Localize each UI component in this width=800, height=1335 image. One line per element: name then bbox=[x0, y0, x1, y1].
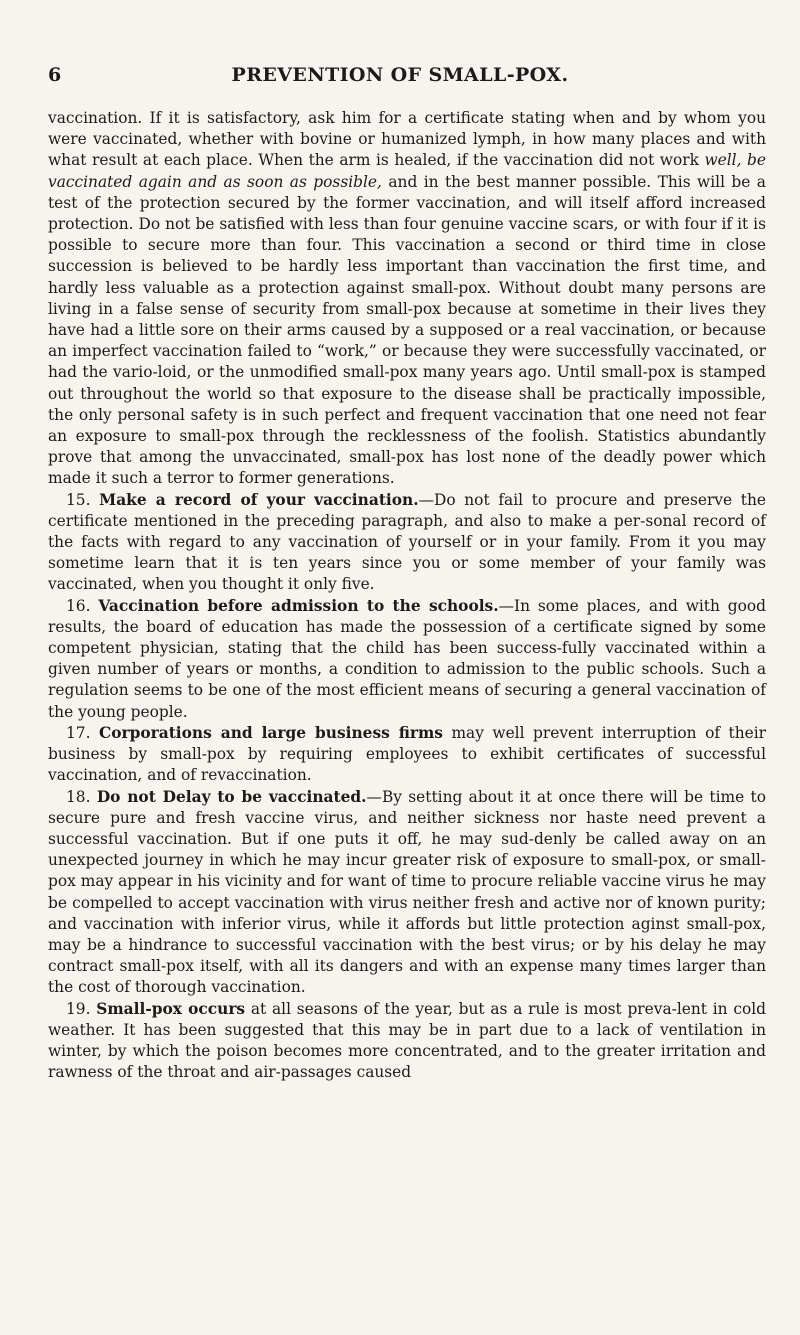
section-number: 16. bbox=[66, 596, 91, 615]
running-head: PREVENTION OF SMALL-POX. bbox=[231, 64, 569, 86]
section-15 bbox=[48, 490, 766, 596]
section-heading: Small-pox occurs bbox=[96, 999, 246, 1018]
section-heading: Do not Delay to be vaccinated. bbox=[96, 787, 367, 806]
section-number: 15. bbox=[66, 490, 91, 509]
intro-text-start: vaccination. If it is satisfactory, ask him for a certificate stating when and by whom you were vaccinated, whether with bovine or humanized lymph, in how many places and with what result at each place. When the arm is healed, if the vaccination did not work bbox=[48, 109, 766, 170]
section-text: may well prevent interruption of their business by small-pox by requiring employees to exhibit certificates of successful vaccination, and of revaccination. bbox=[48, 723, 766, 785]
section-text: —Do not fail to procure and preserve the certificate mentioned in the preceding paragraph, and also to make a per-sonal record of the facts with regard to any vaccination of yourself or in your family. From it you may sometime learn that it is ten years since you or some member of your family was vaccinated, when you thought it only five. bbox=[48, 490, 766, 594]
section-heading: Vaccination before admission to the schools. bbox=[98, 596, 499, 615]
section-17 bbox=[48, 723, 766, 787]
section-16 bbox=[48, 596, 766, 723]
section-heading: Corporations and large business firms bbox=[98, 723, 443, 742]
body-text bbox=[48, 108, 766, 1083]
section-text: —In some places, and with good results, the board of education has made the possession of a certificate signed by some competent physician, stating that the child has been success-fully vaccinated within a given number of years or months, a condition to admission to the public schools. Such a regulation seems to be one of the most efficient means of securing a general vaccination of the young people. bbox=[48, 596, 766, 721]
section-heading: Make a record of your vaccination. bbox=[99, 490, 419, 509]
section-text: at all seasons of the year, but as a rule is most preva-lent in cold weather. It has been suggested that this may be in part due to a lack of ventilation in winter, by which the poison becomes more concentrated, and to the greater irritation and rawness of the throat and air-passages caused bbox=[48, 999, 766, 1082]
section-number: 17. bbox=[66, 723, 91, 742]
page-number: 6 bbox=[48, 64, 62, 86]
section-text: —By setting about it at once there will be time to secure pure and fresh vaccine virus, and neither sickness nor haste need prevent a successful vaccination. But if one puts it off, he may sud-denly be called away on an unexpected journey in which he may incur greater risk of exposure to small-pox, or small-pox may appear in his vicinity and for want of time to procure reliable vaccine virus he may be compelled to accept vaccination with virus neither fresh and active nor of known purity; and vaccination with inferior virus, while it affords but little protection aginst small-pox, may be a hindrance to successful vaccination with the best virus; or by his delay he may contract small-pox itself, with all its dangers and with an expense many times larger than the cost of thorough vaccination. bbox=[48, 787, 766, 997]
section-number: 19. bbox=[66, 999, 91, 1018]
intro-paragraph bbox=[48, 108, 766, 490]
page-header bbox=[48, 64, 752, 92]
intro-text-end: and in the best manner possible. This will be a test of the protection secured by the former vaccination, and will itself afford increased protection. Do not be satisfied with less than four genuine vaccine scars, or with four if it is possible to secure more than four. This vaccination a second or third time in close succession is believed to be hardly less important than vaccination the first time, and hardly less valuable as a protection against small-pox. Without doubt many persons are living in a false sense of security from small-pox because at sometime in their lives they have had a little sore on their arms caused by a supposed or a real vaccination, or because an imperfect vaccination failed to “work,” or because they were successfully vaccinated, or had the vario-loid, or the unmodified small-pox many years ago. Until small-pox is stamped out throughout the world so that exposure to the disease shall be practically impossible, the only personal safety is in such perfect and frequent vaccination that one need not fear an exposure to small-pox through the recklessness of the foolish. Statistics abundantly prove that among the unvaccinated, small-pox has lost none of the deadly power which made it such a terror to former generations. bbox=[48, 172, 766, 488]
section-18 bbox=[48, 787, 766, 999]
intro-emphasis: well, be vaccinated again and as soon as possible, bbox=[48, 151, 766, 191]
section-19 bbox=[48, 999, 766, 1084]
section-number: 18. bbox=[66, 787, 91, 806]
